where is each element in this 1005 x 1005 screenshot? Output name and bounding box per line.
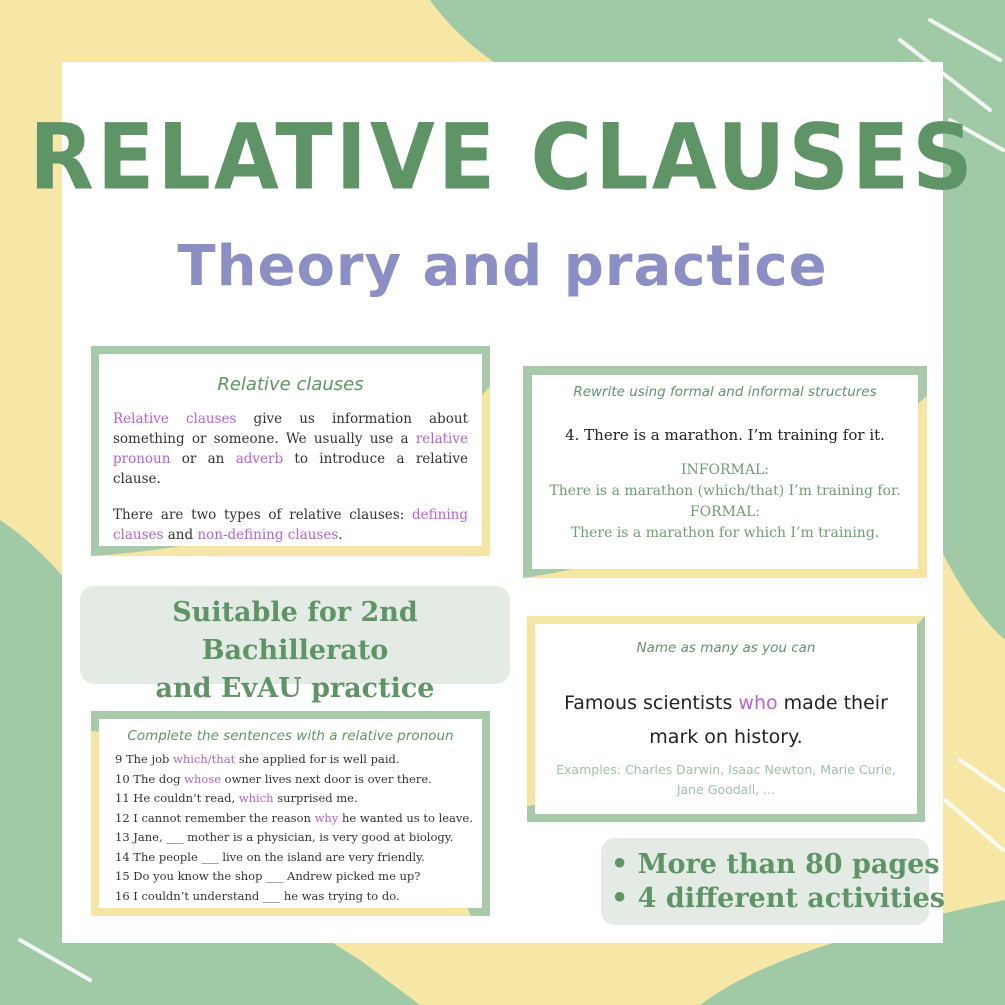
- list-item: [115, 789, 482, 809]
- bullet-icon: •: [611, 849, 629, 880]
- text: she applied for is well paid.: [235, 752, 400, 766]
- feature-item-activities: [611, 882, 945, 916]
- list-item: [115, 809, 482, 829]
- list-item: [115, 848, 482, 868]
- text: There are two types of relative clauses:: [113, 507, 413, 523]
- features-badge: [601, 838, 945, 925]
- page-title: RELATIVE CLAUSES: [29, 104, 976, 210]
- term-defining-clauses: defining clauses: [113, 507, 468, 543]
- rewrite-card-heading: Rewrite using formal and informal structures: [573, 384, 877, 400]
- feature-item-pages: [611, 848, 940, 882]
- feature-text: More than 80 pages: [637, 849, 940, 880]
- term-relative-pronoun: relative pronoun: [113, 431, 468, 467]
- term-adverb: adverb: [235, 451, 284, 467]
- name-card: [535, 624, 917, 814]
- text: 9 The job: [115, 752, 174, 766]
- list-item: [115, 750, 482, 770]
- text: 16 I couldn’t understand ___ he was trying to do.: [115, 888, 400, 903]
- formal-label: FORMAL:: [689, 504, 761, 520]
- theory-card-heading: Relative clauses: [217, 374, 364, 395]
- formal-answer: There is a marathon for which I’m training.: [570, 525, 880, 541]
- list-item: [115, 867, 482, 887]
- suitable-line-2: and EvAU practice: [155, 673, 435, 704]
- name-examples: Examples: Charles Darwin, Isaac Newton, Marie Curie, Jane Goodall, ...: [556, 762, 896, 797]
- answer: which: [238, 791, 274, 805]
- term-non-defining-clauses: non-defining clauses: [197, 527, 339, 543]
- text: made their: [777, 692, 888, 714]
- complete-card: [99, 719, 482, 908]
- list-item: [115, 887, 482, 907]
- feature-text: 4 different activities: [637, 883, 945, 914]
- informal-answer: There is a marathon (which/that) I’m training for.: [549, 483, 901, 499]
- theory-paragraph-1: [113, 409, 468, 489]
- text: 10 The dog: [115, 771, 185, 786]
- text: surprised me.: [273, 791, 358, 805]
- text: 13 Jane, ___ mother is a physician, is very good at biology.: [115, 830, 454, 844]
- text: 12 I cannot remember the reason: [115, 810, 315, 825]
- text: .: [338, 527, 343, 543]
- complete-card-heading: Complete the sentences with a relative pronoun: [127, 728, 454, 744]
- informal-label: INFORMAL:: [681, 462, 769, 478]
- answer: which/that: [173, 752, 236, 766]
- bullet-icon: •: [611, 883, 629, 914]
- text: and: [163, 527, 198, 543]
- rewrite-prompt: 4. There is a marathon. I’m training for it.: [565, 426, 885, 444]
- text: Famous scientists: [564, 692, 739, 714]
- list-item: [115, 828, 482, 848]
- list-item: [115, 770, 482, 790]
- text: owner lives next door is over there.: [221, 771, 432, 786]
- answer: whose: [184, 771, 222, 786]
- suitable-badge: [80, 586, 510, 704]
- text: he wanted us to leave.: [338, 810, 473, 825]
- text: to introduce a relative clause.: [113, 451, 468, 487]
- name-prompt-line-1: [535, 686, 917, 720]
- term-who: who: [738, 692, 778, 714]
- text: or an: [170, 451, 236, 467]
- answer: why: [314, 810, 339, 825]
- text: give us information about something or someone. We usually use a: [113, 411, 468, 447]
- theory-card: [99, 354, 482, 546]
- term-relative-clauses: Relative clauses: [113, 411, 237, 427]
- text: 14 The people ___ live on the island are very friendly.: [115, 849, 425, 864]
- theory-paragraph-2: [113, 505, 468, 545]
- rewrite-card: [532, 375, 918, 569]
- name-prompt-line-2: mark on history.: [649, 726, 803, 748]
- name-card-heading: Name as many as you can: [636, 640, 816, 656]
- page-subtitle: Theory and practice: [177, 234, 828, 299]
- text: 11 He couldn’t read,: [115, 791, 239, 805]
- suitable-line-1: Suitable for 2nd Bachillerato: [172, 597, 418, 666]
- exercise-list: [115, 750, 482, 906]
- text: 15 Do you know the shop ___ Andrew picked me up?: [115, 869, 421, 883]
